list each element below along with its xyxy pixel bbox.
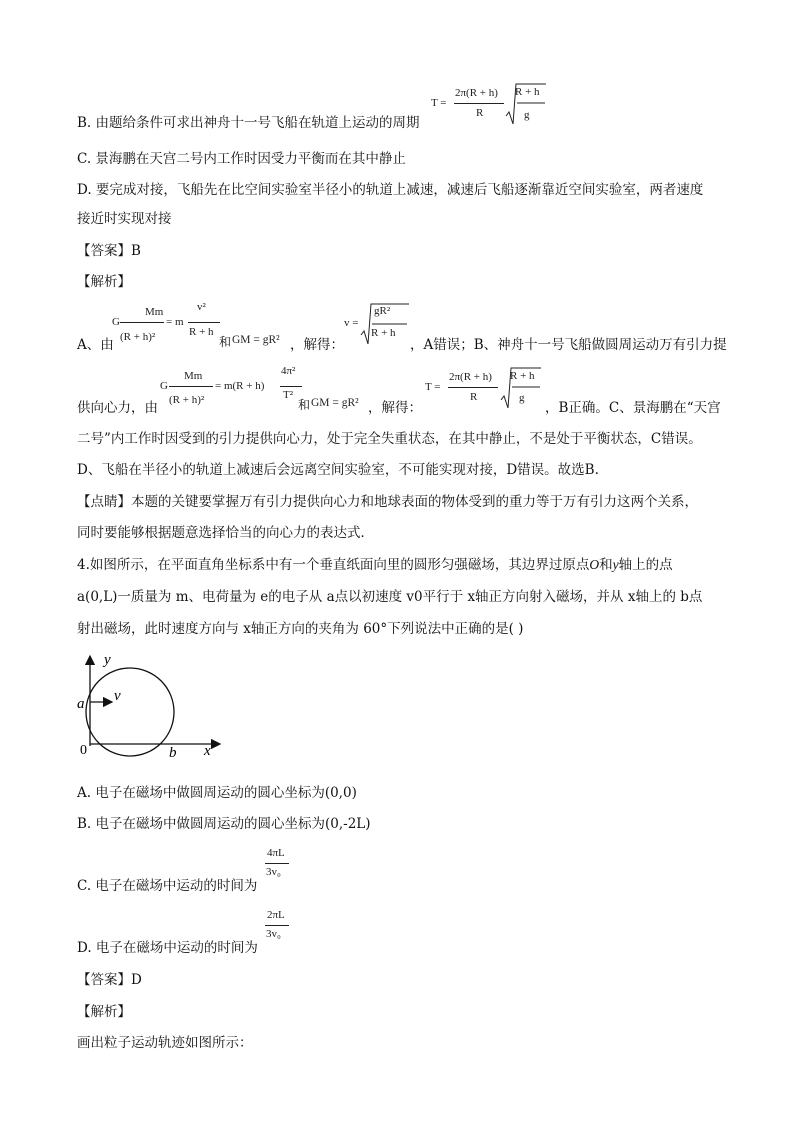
analysis-line2-and: 和 [298,398,311,412]
draw-trajectory-text: 画出粒子运动轨迹如图所示： [77,1035,253,1051]
analysis-line2-prefix: 供向心力，由 [77,400,158,416]
key-point-line2: 同时要能够根据题意选择恰当的向心力的表达式． [77,525,374,541]
analysis-line1-suffix: ，A错误；B、神舟十一号飞船做圆周运动万有引力提 [410,337,727,353]
question-4-line3: 射出磁场，此时速度方向与 x轴正方向的夹角为 60°下列说法中正确的是( ) [77,621,524,637]
analysis-line2-suffix: ，B正确。C、景海鹏在“天宫 [545,400,721,416]
question-4-line2: a(0,L)一质量为 m、电荷量为 e的电子从 a点以初速度 v0平行于 x轴正方向射入磁场，并从 x轴上的 b点 [77,589,703,605]
option-d-line1: D. 要完成对接，飞船先在比空间实验室半径小的轨道上减速，减速后飞船逐渐靠近空间实验室，两者速度 [77,182,704,198]
point-a-label: a [77,696,85,712]
field-boundary-circle [86,668,174,756]
analysis-line1-prefix: A、由 [77,337,114,353]
option-d-line2: 接近时实现对接 [77,211,172,227]
question-4-line1: 4.如图所示，在平面直角坐标系中有一个垂直纸面向里的圆形匀强磁场，其边界过原点O和y轴上的点 [77,557,673,573]
analysis-line1-solve: ，解得： [290,337,344,353]
analysis-line4: D、飞船在半径小的轨道上减速后会远离空间实验室，不可能实现对接，D错误。故选B. [77,462,599,478]
y-axis-label: y [104,652,111,668]
answer-4: 【答案】D [77,972,142,988]
analysis-line3: 二号”内工作时因受到的引力提供向心力，处于完全失重状态，在其中静止，不是处于平衡状态，C错误。 [77,431,702,447]
origin-label: 0 [80,743,87,758]
key-point-line1: 【点睛】本题的关键要掌握万有引力提供向心力和地球表面的物体受到的重力等于万有引力这两个关系， [77,494,698,510]
analysis-3-heading: 【解析】 [77,274,131,290]
option-b: B. 由题给条件可求出神舟十一号飞船在轨道上运动的周期 [77,115,420,131]
option-c: C. 景海鹏在天宫二号内工作时因受力平衡而在其中静止 [77,151,406,167]
magnetic-field-diagram [70,646,230,758]
q4-option-c: C. 电子在磁场中运动的时间为 [77,878,258,894]
x-axis-label: x [204,743,211,758]
formula-gm-2: GM = gR² [311,397,359,409]
q4-option-b: B. 电子在磁场中做圆周运动的圆心坐标为(0,-2L) [77,816,371,832]
point-b-label: b [169,745,177,758]
q4-option-a: A. 电子在磁场中做圆周运动的圆心坐标为(0,0) [77,785,357,801]
analysis-line1-and: 和 [219,335,232,349]
answer-3: 【答案】B [77,243,141,259]
analysis-4-heading: 【解析】 [77,1004,131,1020]
formula-gm-1: GM = gR² [232,334,280,346]
q4-option-d: D. 电子在磁场中运动的时间为 [77,940,258,956]
analysis-line2-solve: ，解得： [368,400,422,416]
velocity-label: v [114,688,121,704]
